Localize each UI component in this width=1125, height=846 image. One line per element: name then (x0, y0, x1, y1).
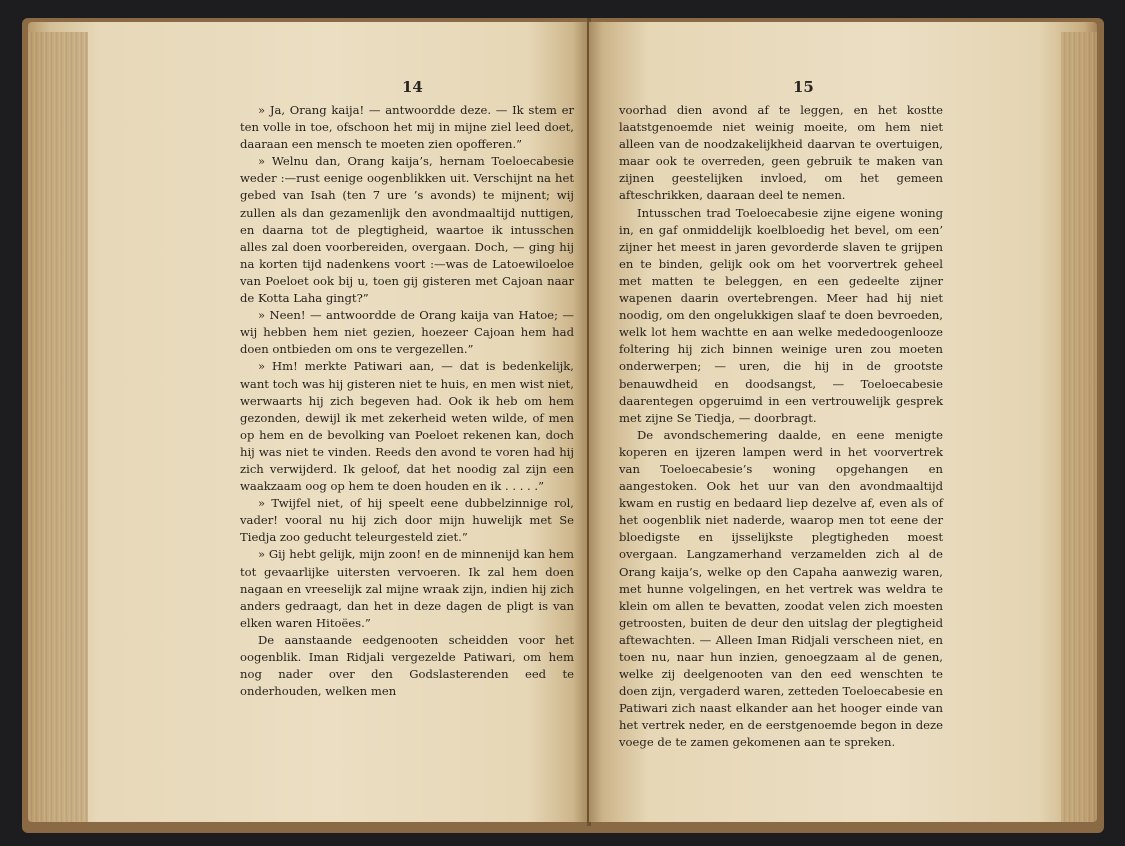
left-page (28, 22, 588, 822)
right-page-edges (1061, 32, 1097, 822)
paragraph: voorhad dien avond af te leggen, en het kostte laatstgenoemde niet weinig moeite, om hem niet alleen van de noodzakelijkheid daarvan te overtuigen, maar ook te overreden, geen gebruik te maken van zijnen geestelijken invloed, om het gemeen afteschrikken, daaraan deel te nemen. (619, 103, 943, 203)
paragraph: » Welnu dan, Orang kaija’s, hernam Toeloecabesie weder :—rust eenige oogenblikken uit. Verschijnt na het gebed van Isah (ten 7 ure ’s avonds) te mijnent; wij zullen als dan gezamenlijk den avondmaaltijd nuttigen, en daarna tot de plegtigheid, waartoe ik intusschen alles zal doen voorbereiden, overgaan. Doch, — ging hij na korten tijd nadenkens voort :—was de Latoewiloeloe van Poeloet ook bij u, toen gij gisteren met Cajoan naar de Kotta Laha gingt?” (240, 154, 574, 306)
paragraph: Intusschen trad Toeloecabesie zijne eigene woning in, en gaf onmiddelijk koelbloedig het bevel, om een’ zijner het meest in jaren gevorderde slaven te grijpen en te binden, gelijk ook om het voorvertrek geheel met matten te beleggen, en een gedeelte zijner wapenen daarin overtebrengen. Meer had hij niet noodig, om den ongelukkigen slaaf te doen bevroeden, welk lot hem wachtte en aan welke mededoogenlooze foltering hij zich binnen weinige uren zou moeten onderwerpen; — uren, die hij in de grootste benauwdheid en doodsangst, — Toeloecabesie daarentegen opgeruimd in een vertrouwelijk gesprek met zijne Se Tiedja, — doorbragt. (619, 205, 943, 425)
left-page-number: 14 (402, 78, 423, 96)
paragraph: » Ja, Orang kaija! — antwoordde deze. — Ik stem er ten volle in toe, ofschoon het mij in mijne ziel leed doet, daaraan een mensch te moeten zien opofferen.” (240, 103, 574, 152)
open-book (22, 18, 1104, 833)
paragraph: » Hm! merkte Patiwari aan, — dat is bedenkelijk, want toch was hij gisteren niet te huis, en men wist niet, werwaarts hij zich begeven had. Ook ik heb om hem gezonden, dewijl ik met zekerheid weten wilde, of men op hem en de bevolking van Poeloet rekenen kan, doch hij was niet te vinden. Reeds den avond te voren had hij zich verwijderd. Ik geloof, dat het noodig zal zijn een waakzaam oog op hem te doen houden en ik . . . . .” (240, 359, 574, 494)
paragraph: De aanstaande eedgenooten scheidden voor het oogenblik. Iman Ridjali vergezelde Patiwari, om hem nog nader over den Godslasterenden eed te onderhouden, welken men (240, 632, 574, 699)
left-page-text (240, 102, 574, 700)
paragraph: » Twijfel niet, of hij speelt eene dubbelzinnige rol, vader! vooral nu hij zich door mijn huwelijk met Se Tiedja zoo geducht teleurgesteld ziet.” (240, 496, 574, 545)
right-page (589, 22, 1097, 822)
paragraph: De avondschemering daalde, en eene menigte koperen en ijzeren lampen werd in het voorvertrek van Toeloecabesie’s woning opgehangen en aangestoken. Ook het uur van den avondmaaltijd kwam en rustig en bedaard liep dezelve af, even als of het oogenblik niet naderde, waarop men tot eene der bloedigste en ijsselijkste plegtigheden moest overgaan. Langzamerhand verzamelden zich al de Orang kaija’s, welke op den Capaha aanwezig waren, met hunne volgelingen, en het vertrek was weldra te klein om allen te bevatten, zoodat velen zich moesten getroosten, buiten de deur den uitslag der plegtigheid aftewachten. — Alleen Iman Ridjali verscheen niet, en toen nu, naar hun inzien, genoegzaam al de genen, welke zij deelgenooten van den eed wenschten te doen zijn, vergaderd waren, zetteden Toeloecabesie en Patiwari zich naast elkander aan het hooger einde van het vertrek neder, en de eerstgenoemde begon in deze voege de te zamen gekomenen aan te spreken. (619, 427, 943, 750)
paragraph: » Gij hebt gelijk, mijn zoon! en de minnenijd kan hem tot gevaarlijke uitersten vervoeren. Ik zal hem doen nagaan en vreeselijk zal mijne wraak zijn, indien hij zich anders gedraagt, dan het in deze dagen de pligt is van elken waren Hitoëes.” (240, 547, 574, 630)
paragraph: » Neen! — antwoordde de Orang kaija van Hatoe; — wij hebben hem niet gezien, hoezeer Cajoan hem had doen ontbieden om ons te vergezellen.” (240, 308, 574, 357)
left-page-edges (28, 32, 88, 822)
right-page-text (619, 102, 943, 752)
right-page-number: 15 (793, 78, 814, 96)
